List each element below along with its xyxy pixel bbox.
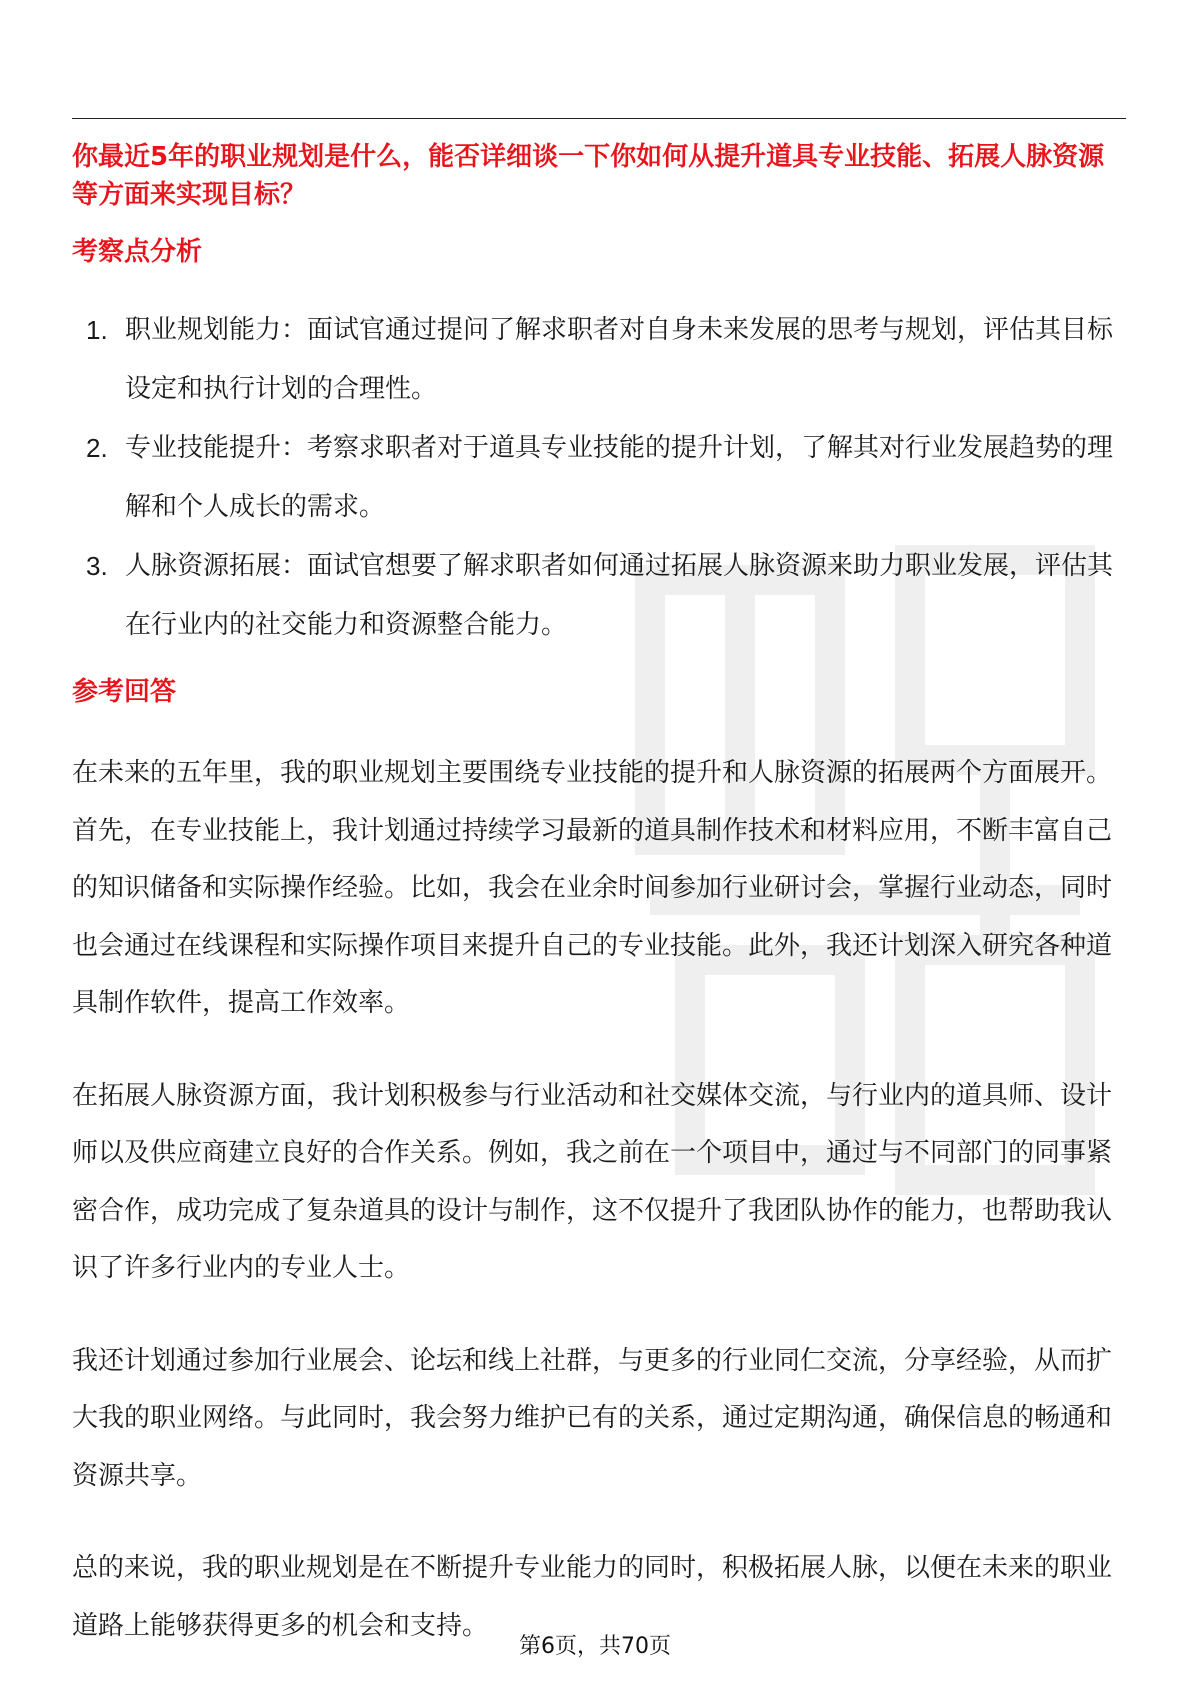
answer-body [72, 745, 1126, 1690]
top-divider [72, 118, 1126, 119]
answer-paragraph: 我还计划通过参加行业展会、论坛和线上社群，与更多的行业同仁交流，分享经验，从而扩大我的职业网络。与此同时，我会努力维护已有的关系，通过定期沟通，确保信息的畅通和资源共享。 [72, 1345, 1113, 1491]
analysis-heading: 考察点分析 [72, 237, 203, 267]
list-number: 1. [86, 315, 108, 345]
analysis-list [72, 301, 1126, 655]
analysis-item [72, 301, 1126, 419]
answer-paragraph: 在未来的五年里，我的职业规划主要围绕专业技能的提升和人脉资源的拓展两个方面展开。首先，在专业技能上，我计划通过持续学习最新的道具制作技术和材料应用，不断丰富自己的知识储备和实际操作经验。比如，我会在业余时间参加行业研讨会，掌握行业动态，同时也会通过在线课程和实际操作项目来提升自己的专业技能。此外，我还计划深入研究各种道具制作软件，提高工作效率。 [72, 758, 1113, 1018]
answer-paragraph: 总的来说，我的职业规划是在不断提升专业能力的同时，积极拓展人脉，以便在未来的职业道路上能够获得更多的机会和支持。 [72, 1553, 1113, 1641]
question-title: 你最近5年的职业规划是什么，能否详细谈一下你如何从提升道具专业技能、拓展人脉资源等方面来实现目标？ [72, 142, 1105, 210]
analysis-item [72, 537, 1126, 655]
analysis-item [72, 419, 1126, 537]
analysis-item-text: 人脉资源拓展：面试官想要了解求职者如何通过拓展人脉资源来助力职业发展，评估其在行业内的社交能力和资源整合能力。 [125, 551, 1114, 640]
list-number: 3. [86, 551, 108, 581]
answer-heading: 参考回答 [72, 677, 177, 707]
list-number: 2. [86, 433, 108, 463]
page-number: 第6页，共70页 [519, 1634, 671, 1659]
analysis-item-text: 职业规划能力：面试官通过提问了解求职者对自身未来发展的思考与规划，评估其目标设定和执行计划的合理性。 [125, 315, 1114, 404]
answer-paragraph: 在拓展人脉资源方面，我计划积极参与行业活动和社交媒体交流，与行业内的道具师、设计师以及供应商建立良好的合作关系。例如，我之前在一个项目中，通过与不同部门的同事紧密合作，成功完成了复杂道具的设计与制作，这不仅提升了我团队协作的能力，也帮助我认识了许多行业内的专业人士。 [72, 1080, 1113, 1283]
analysis-item-text: 专业技能提升：考察求职者对于道具专业技能的提升计划，了解其对行业发展趋势的理解和个人成长的需求。 [125, 433, 1114, 522]
